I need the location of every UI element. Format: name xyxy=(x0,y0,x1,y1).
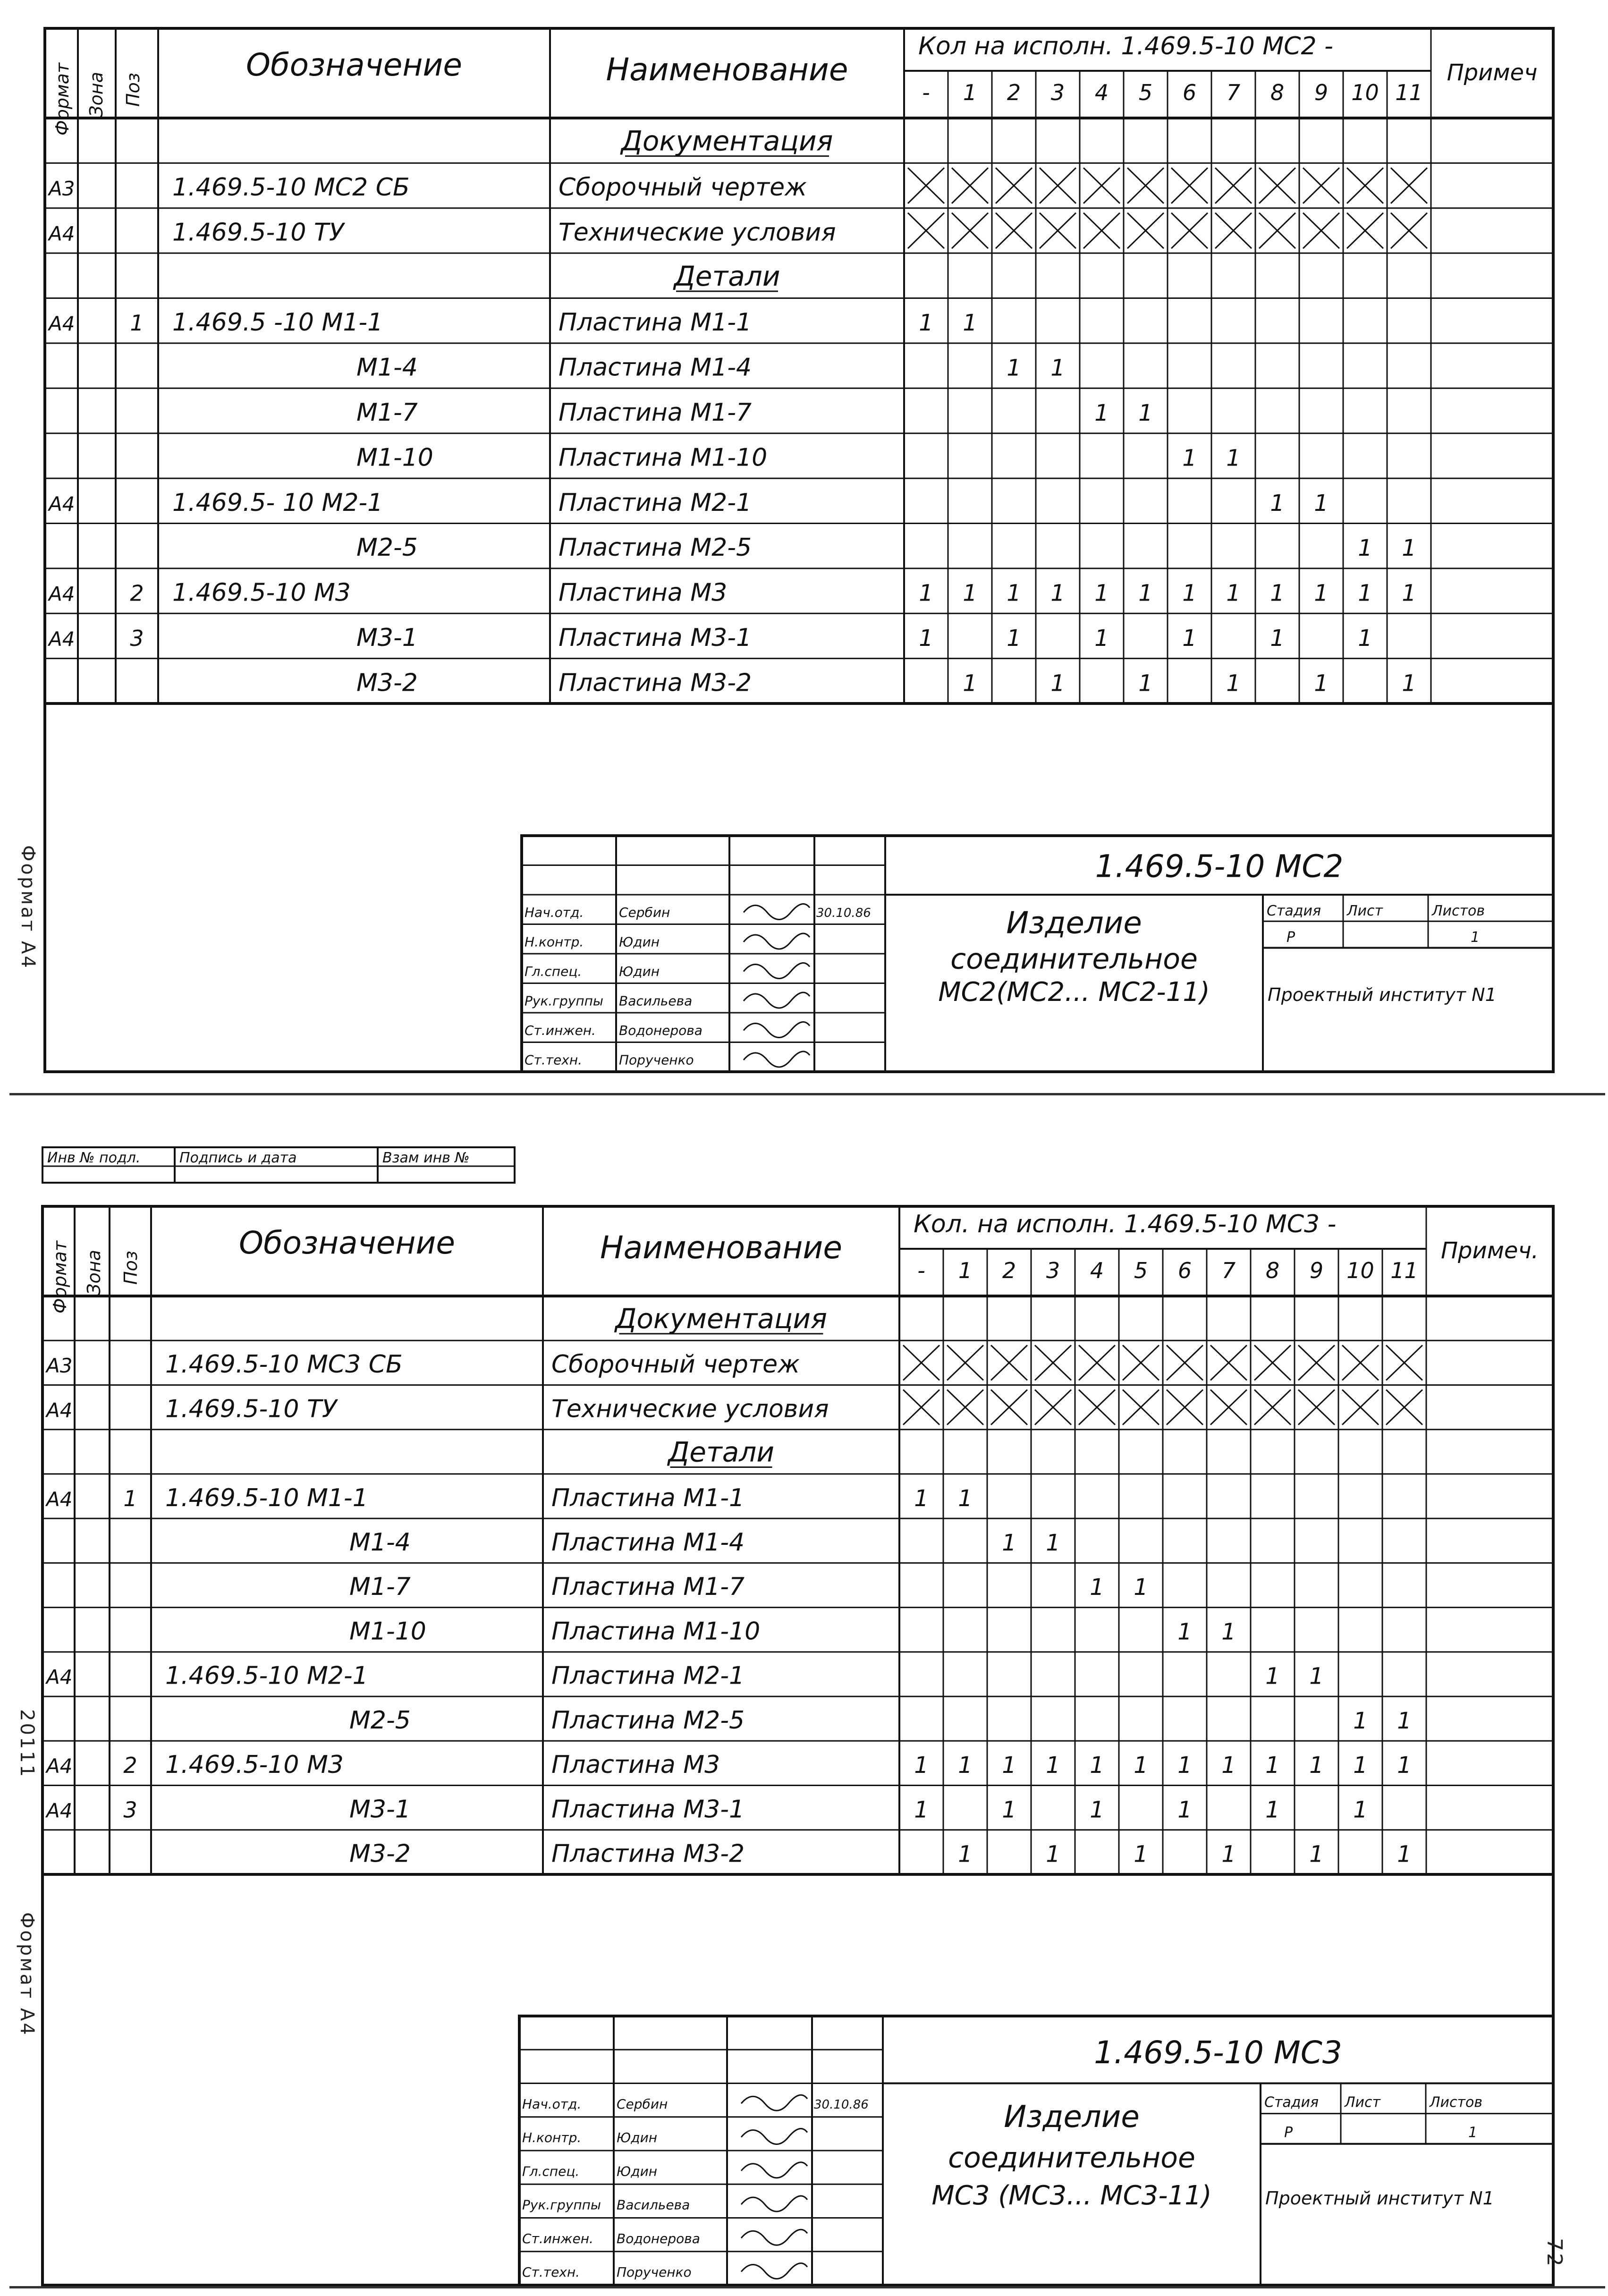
cross-mark xyxy=(947,1389,983,1424)
signer-role: Нач.отд. xyxy=(522,2096,582,2112)
row-designation: М3-1 xyxy=(349,1795,411,1824)
cross-mark xyxy=(996,213,1032,248)
section-title: Документация xyxy=(615,1302,827,1335)
spec-table-2 xyxy=(0,1128,1608,2296)
stage-value: Р xyxy=(1286,929,1295,946)
row-name: Пластина М1-10 xyxy=(551,1617,761,1646)
qty-value: 1 xyxy=(1050,670,1065,697)
row-name: Технические условия xyxy=(559,218,836,247)
row-designation: 1.469.5-10 М2-1 xyxy=(165,1661,368,1690)
qty-value: 1 xyxy=(1402,580,1416,607)
row-name: Пластина М1-4 xyxy=(551,1528,745,1557)
signer-name: Васильева xyxy=(617,2197,690,2213)
qty-value: 1 xyxy=(1397,1841,1412,1868)
qty-value: 1 xyxy=(958,1841,973,1868)
col-format-header: Формат xyxy=(50,1240,70,1314)
row-designation: 1.469.5-10 МС2 СБ xyxy=(172,173,410,202)
exec-col-11: 11 xyxy=(1395,80,1423,105)
qty-value: 1 xyxy=(1007,580,1021,607)
row-name: Пластина М3 xyxy=(559,578,728,607)
signer-name: Васильева xyxy=(619,993,693,1009)
signature-scribble xyxy=(744,963,810,979)
cross-mark xyxy=(1123,1345,1159,1380)
row-format: А3 xyxy=(46,1354,73,1378)
row-format: А4 xyxy=(49,312,75,336)
exec-col-4: 4 xyxy=(1094,80,1109,105)
item-title-3: МС3 (МС3... МС3-11) xyxy=(931,2180,1212,2211)
row-name: Пластина М1-10 xyxy=(559,443,768,472)
row-name: Пластина М2-5 xyxy=(551,1706,745,1735)
exec-col-10: 10 xyxy=(1346,1258,1374,1283)
cross-mark xyxy=(1035,1389,1071,1424)
row-pos: 3 xyxy=(123,1797,137,1823)
signature-scribble xyxy=(744,904,810,920)
cross-mark xyxy=(1342,1389,1379,1424)
cross-mark xyxy=(1171,168,1208,203)
signer-name: Порученко xyxy=(619,1052,694,1068)
qty-value: 1 xyxy=(1402,535,1416,562)
item-title-1: Изделие xyxy=(1004,2100,1140,2135)
qty-value: 1 xyxy=(1002,1752,1016,1779)
col-designation-header: Обозначение xyxy=(246,47,462,83)
stage-label: Стадия xyxy=(1267,902,1321,919)
qty-value: 1 xyxy=(1138,399,1153,426)
row-format: А4 xyxy=(49,627,75,651)
col-zone-header: Зона xyxy=(84,1250,104,1295)
qty-value: 1 xyxy=(1353,1796,1368,1823)
organization-name: Проектный институт N1 xyxy=(1268,984,1497,1005)
bottom-border xyxy=(9,2286,1605,2288)
qty-value: 1 xyxy=(1182,445,1197,472)
qty-value: 1 xyxy=(1226,670,1241,697)
row-designation: 1.469.5-10 М3 xyxy=(172,578,351,607)
signer-name: Юдин xyxy=(617,2163,658,2179)
exec-col-6: 6 xyxy=(1182,80,1197,105)
cross-mark xyxy=(1171,213,1208,248)
cross-mark xyxy=(908,168,944,203)
qty-value: 1 xyxy=(1226,580,1241,607)
signature-scribble xyxy=(741,2196,807,2211)
cross-mark xyxy=(947,1345,983,1380)
qty-value: 1 xyxy=(1314,490,1329,517)
section-title: Документация xyxy=(621,125,833,157)
row-name: Пластина М1-7 xyxy=(551,1573,745,1601)
col-qty-title: Кол. на исполн. 1.469.5-10 МС3 - xyxy=(914,1210,1337,1238)
document-code: 1.469.5-10 МС2 xyxy=(1095,848,1344,885)
row-designation: М1-4 xyxy=(349,1528,411,1557)
exec-col-4: 4 xyxy=(1090,1258,1104,1283)
qty-value: 1 xyxy=(919,625,933,652)
row-name: Пластина М2-5 xyxy=(559,534,752,562)
item-title-2: соединительное xyxy=(950,942,1198,976)
row-designation: М1-7 xyxy=(356,398,418,427)
cross-mark xyxy=(1347,168,1383,203)
cross-mark xyxy=(952,213,988,248)
cross-mark xyxy=(1040,168,1076,203)
exec-col-2: 2 xyxy=(1002,1258,1016,1283)
qty-value: 1 xyxy=(1221,1618,1236,1645)
row-name: Пластина М3 xyxy=(551,1751,720,1779)
row-format: А4 xyxy=(46,1398,73,1422)
cross-mark xyxy=(1127,213,1164,248)
row-pos: 2 xyxy=(130,580,144,606)
row-format: А4 xyxy=(46,1665,73,1689)
qty-value: 1 xyxy=(963,310,977,337)
qty-value: 1 xyxy=(1090,1574,1104,1601)
row-designation: М1-7 xyxy=(349,1573,411,1601)
exec-col-5: 5 xyxy=(1134,1258,1148,1283)
qty-value: 1 xyxy=(1002,1796,1016,1823)
exec-col-7: 7 xyxy=(1226,80,1241,105)
cross-mark xyxy=(1303,213,1339,248)
row-name: Пластина М1-4 xyxy=(559,353,752,382)
exec-col-3: 3 xyxy=(1050,80,1065,105)
signer-name: Водонерова xyxy=(617,2230,700,2246)
row-designation: М1-10 xyxy=(349,1617,426,1646)
qty-value: 1 xyxy=(1353,1707,1368,1734)
qty-value: 1 xyxy=(1358,625,1372,652)
col-name-header: Наименование xyxy=(600,1229,842,1266)
sheet-divider xyxy=(9,1093,1605,1095)
row-format: А4 xyxy=(46,1754,73,1778)
organization-name: Проектный институт N1 xyxy=(1265,2188,1494,2209)
row-name: Пластина М3-1 xyxy=(551,1795,745,1824)
exec-col-0: - xyxy=(917,1258,925,1283)
cross-mark xyxy=(1079,1345,1115,1380)
qty-value: 1 xyxy=(1046,1752,1060,1779)
cross-mark xyxy=(1079,1389,1115,1424)
row-designation: 1.469.5-10 М1-1 xyxy=(165,1483,368,1512)
cross-mark xyxy=(1254,1345,1291,1380)
col-note-header: Примеч xyxy=(1447,59,1538,86)
side-code-label: 20111 xyxy=(16,1709,38,1779)
qty-value: 1 xyxy=(1309,1663,1324,1690)
signer-role: Ст.техн. xyxy=(522,2264,580,2280)
qty-value: 1 xyxy=(1402,670,1416,697)
qty-value: 1 xyxy=(1046,1530,1060,1556)
row-name: Технические условия xyxy=(551,1395,829,1423)
qty-value: 1 xyxy=(1265,1663,1280,1690)
qty-value: 1 xyxy=(958,1752,973,1779)
row-format: А3 xyxy=(49,177,75,201)
document-code: 1.469.5-10 МС3 xyxy=(1094,2034,1342,2071)
stamp-sign: Подпись и дата xyxy=(179,1150,297,1166)
cross-mark xyxy=(1035,1345,1071,1380)
row-name: Сборочный чертеж xyxy=(551,1350,800,1379)
row-designation: М1-4 xyxy=(356,353,418,382)
cross-mark xyxy=(1210,1345,1247,1380)
signer-role: Ст.инжен. xyxy=(522,2230,593,2246)
signer-role: Рук.группы xyxy=(525,993,604,1009)
cross-mark xyxy=(996,168,1032,203)
exec-col-1: 1 xyxy=(958,1258,973,1283)
sign-date: 30.10.86 xyxy=(816,906,871,920)
qty-value: 1 xyxy=(1138,670,1153,697)
exec-col-3: 3 xyxy=(1046,1258,1060,1283)
row-name: Пластина М3-2 xyxy=(559,669,752,697)
signer-name: Сербин xyxy=(619,904,670,920)
cross-mark xyxy=(1347,213,1383,248)
exec-col-6: 6 xyxy=(1177,1258,1192,1283)
signer-role: Ст.инжен. xyxy=(525,1022,596,1038)
cross-mark xyxy=(1123,1389,1159,1424)
qty-value: 1 xyxy=(1226,445,1241,472)
qty-value: 1 xyxy=(1265,1796,1280,1823)
item-title-2: соединительное xyxy=(948,2141,1195,2175)
exec-col-10: 10 xyxy=(1351,80,1379,105)
stage-value: Р xyxy=(1284,2124,1293,2141)
qty-value: 1 xyxy=(1265,1752,1280,1779)
cross-mark xyxy=(1391,213,1427,248)
cross-mark xyxy=(1298,1345,1335,1380)
exec-col-11: 11 xyxy=(1390,1258,1418,1283)
signer-role: Н.контр. xyxy=(525,934,584,950)
row-format: А4 xyxy=(46,1487,73,1511)
spec-sheet-2 xyxy=(0,1128,1608,2296)
exec-col-9: 9 xyxy=(1309,1258,1324,1283)
cross-mark xyxy=(1259,213,1295,248)
qty-value: 1 xyxy=(1309,1841,1324,1868)
cross-mark xyxy=(1215,213,1252,248)
item-title-3: МС2(МС2... МС2-11) xyxy=(938,977,1210,1008)
cross-mark xyxy=(1083,213,1120,248)
row-designation: М3-2 xyxy=(356,669,418,697)
cross-mark xyxy=(1342,1345,1379,1380)
signer-name: Водонерова xyxy=(619,1022,702,1038)
qty-value: 1 xyxy=(1270,490,1285,517)
exec-col-0: - xyxy=(922,80,930,105)
qty-value: 1 xyxy=(1007,355,1021,381)
cross-mark xyxy=(1259,168,1295,203)
row-designation: М3-1 xyxy=(356,623,418,652)
sheet-label: Лист xyxy=(1347,902,1383,919)
qty-value: 1 xyxy=(914,1485,929,1512)
row-pos: 3 xyxy=(130,625,144,651)
qty-value: 1 xyxy=(1177,1752,1192,1779)
signer-name: Юдин xyxy=(617,2130,658,2146)
qty-value: 1 xyxy=(1358,580,1372,607)
qty-value: 1 xyxy=(919,310,933,337)
qty-value: 1 xyxy=(914,1752,929,1779)
cross-mark xyxy=(1083,168,1120,203)
row-designation: 1.469.5-10 ТУ xyxy=(165,1395,337,1423)
sheets-label: Листов xyxy=(1432,902,1485,919)
exec-col-7: 7 xyxy=(1221,1258,1236,1283)
cross-mark xyxy=(1210,1389,1247,1424)
row-pos: 1 xyxy=(123,1485,137,1511)
row-designation: 1.469.5 -10 М1-1 xyxy=(172,308,383,337)
sheets-label: Листов xyxy=(1430,2094,1483,2111)
row-designation: 1.469.5-10 М3 xyxy=(165,1751,344,1779)
qty-value: 1 xyxy=(1177,1618,1192,1645)
col-note-header: Примеч. xyxy=(1440,1237,1539,1264)
stage-label: Стадия xyxy=(1264,2094,1319,2111)
qty-value: 1 xyxy=(1182,580,1197,607)
spec-table-1 xyxy=(0,0,1608,1086)
qty-value: 1 xyxy=(1314,670,1329,697)
signer-role: Н.контр. xyxy=(522,2130,582,2146)
exec-col-5: 5 xyxy=(1138,80,1153,105)
cross-mark xyxy=(1386,1389,1422,1424)
side-format-label: Формат А4 xyxy=(17,845,39,970)
cross-mark xyxy=(1215,168,1252,203)
row-pos: 2 xyxy=(123,1753,137,1779)
qty-value: 1 xyxy=(1182,625,1197,652)
cross-mark xyxy=(1167,1345,1203,1380)
row-name: Пластина М1-7 xyxy=(559,398,752,427)
qty-value: 1 xyxy=(1002,1530,1016,1556)
cross-mark xyxy=(908,213,944,248)
qty-value: 1 xyxy=(1090,1752,1104,1779)
qty-value: 1 xyxy=(1397,1752,1412,1779)
sheets-value: 1 xyxy=(1468,2124,1478,2141)
cross-mark xyxy=(1167,1389,1203,1424)
qty-value: 1 xyxy=(1314,580,1329,607)
exec-col-8: 8 xyxy=(1270,80,1285,105)
signer-name: Юдин xyxy=(619,934,660,950)
stamp-vzam: Взам инв № xyxy=(382,1150,470,1166)
signature-scribble xyxy=(744,1051,810,1067)
qty-value: 1 xyxy=(919,580,933,607)
signer-role: Гл.спец. xyxy=(525,963,582,979)
row-name: Сборочный чертеж xyxy=(559,173,807,202)
row-name: Пластина М1-1 xyxy=(551,1483,745,1512)
qty-value: 1 xyxy=(1270,580,1285,607)
signer-role: Нач.отд. xyxy=(525,904,584,920)
row-format: А4 xyxy=(49,492,75,516)
qty-value: 1 xyxy=(1221,1752,1236,1779)
row-name: Пластина М3-2 xyxy=(551,1839,745,1868)
row-designation: М3-2 xyxy=(349,1839,411,1868)
exec-col-2: 2 xyxy=(1007,80,1021,105)
qty-value: 1 xyxy=(1353,1752,1368,1779)
qty-value: 1 xyxy=(1138,580,1153,607)
cross-mark xyxy=(903,1345,939,1380)
row-format: А4 xyxy=(46,1799,73,1822)
cross-mark xyxy=(1298,1389,1335,1424)
col-pos-header: Поз xyxy=(123,72,144,107)
row-name: Пластина М2-1 xyxy=(559,488,752,517)
cross-mark xyxy=(1127,168,1164,203)
signature-scribble xyxy=(741,2229,807,2245)
signature-scribble xyxy=(741,2095,807,2110)
signature-scribble xyxy=(744,1022,810,1038)
page-number: 72 xyxy=(1542,2238,1566,2268)
signature-scribble xyxy=(741,2162,807,2178)
signer-role: Рук.группы xyxy=(522,2197,601,2213)
row-format: А4 xyxy=(49,222,75,246)
signer-role: Гл.спец. xyxy=(522,2163,580,2179)
signer-name: Сербин xyxy=(617,2096,668,2112)
row-name: Пластина М3-1 xyxy=(559,623,752,652)
signer-role: Ст.техн. xyxy=(525,1052,583,1068)
row-designation: М1-10 xyxy=(356,443,433,472)
exec-col-8: 8 xyxy=(1265,1258,1280,1283)
qty-value: 1 xyxy=(1094,399,1109,426)
qty-value: 1 xyxy=(1090,1796,1104,1823)
qty-value: 1 xyxy=(1134,1841,1148,1868)
qty-value: 1 xyxy=(1177,1796,1192,1823)
cross-mark xyxy=(1254,1389,1291,1424)
row-name: Пластина М1-1 xyxy=(559,308,752,337)
col-designation-header: Обозначение xyxy=(239,1225,455,1261)
col-format-header: Формат xyxy=(52,62,73,136)
row-designation: 1.469.5-10 ТУ xyxy=(172,218,344,247)
signature-scribble xyxy=(741,2263,807,2279)
cross-mark xyxy=(1040,213,1076,248)
qty-value: 1 xyxy=(1046,1841,1060,1868)
sign-date: 30.10.86 xyxy=(814,2097,869,2112)
qty-value: 1 xyxy=(1221,1841,1236,1868)
cross-mark xyxy=(903,1389,939,1424)
cross-mark xyxy=(991,1389,1027,1424)
side-format-label: Формат А4 xyxy=(16,1912,38,2037)
row-format: А4 xyxy=(49,582,75,606)
qty-value: 1 xyxy=(958,1485,973,1512)
sheets-value: 1 xyxy=(1471,929,1480,946)
section-title: Детали xyxy=(674,260,780,292)
exec-col-1: 1 xyxy=(963,80,977,105)
sheet-label: Лист xyxy=(1345,2094,1381,2111)
col-name-header: Наименование xyxy=(606,51,848,88)
qty-value: 1 xyxy=(1094,625,1109,652)
signer-name: Порученко xyxy=(617,2264,692,2280)
cross-mark xyxy=(1391,168,1427,203)
qty-value: 1 xyxy=(1134,1574,1148,1601)
col-zone-header: Зона xyxy=(86,72,107,117)
cross-mark xyxy=(1303,168,1339,203)
cross-mark xyxy=(1386,1345,1422,1380)
row-pos: 1 xyxy=(130,310,144,336)
qty-value: 1 xyxy=(1397,1707,1412,1734)
qty-value: 1 xyxy=(1050,355,1065,381)
spec-sheet-1 xyxy=(0,0,1608,1086)
row-name: Пластина М2-1 xyxy=(551,1661,745,1690)
col-qty-title: Кол на исполн. 1.469.5-10 МС2 - xyxy=(918,32,1333,60)
row-designation: М2-5 xyxy=(349,1706,411,1735)
signature-scribble xyxy=(741,2129,807,2144)
qty-value: 1 xyxy=(1134,1752,1148,1779)
section-title: Детали xyxy=(668,1436,775,1468)
row-designation: 1.469.5- 10 М2-1 xyxy=(172,488,383,517)
signer-name: Юдин xyxy=(619,963,660,979)
qty-value: 1 xyxy=(1094,580,1109,607)
qty-value: 1 xyxy=(1050,580,1065,607)
qty-value: 1 xyxy=(1007,625,1021,652)
qty-value: 1 xyxy=(1309,1752,1324,1779)
qty-value: 1 xyxy=(1270,625,1285,652)
stamp-inv: Инв № подл. xyxy=(47,1150,141,1166)
cross-mark xyxy=(991,1345,1027,1380)
qty-value: 1 xyxy=(963,670,977,697)
qty-value: 1 xyxy=(963,580,977,607)
cross-mark xyxy=(952,168,988,203)
row-designation: 1.469.5-10 МС3 СБ xyxy=(165,1350,403,1379)
row-designation: М2-5 xyxy=(356,534,418,562)
qty-value: 1 xyxy=(914,1796,929,1823)
exec-col-9: 9 xyxy=(1314,80,1329,105)
item-title-1: Изделие xyxy=(1006,906,1142,941)
qty-value: 1 xyxy=(1358,535,1372,562)
signature-scribble xyxy=(744,992,810,1008)
col-pos-header: Поз xyxy=(120,1250,141,1285)
signature-scribble xyxy=(744,933,810,949)
